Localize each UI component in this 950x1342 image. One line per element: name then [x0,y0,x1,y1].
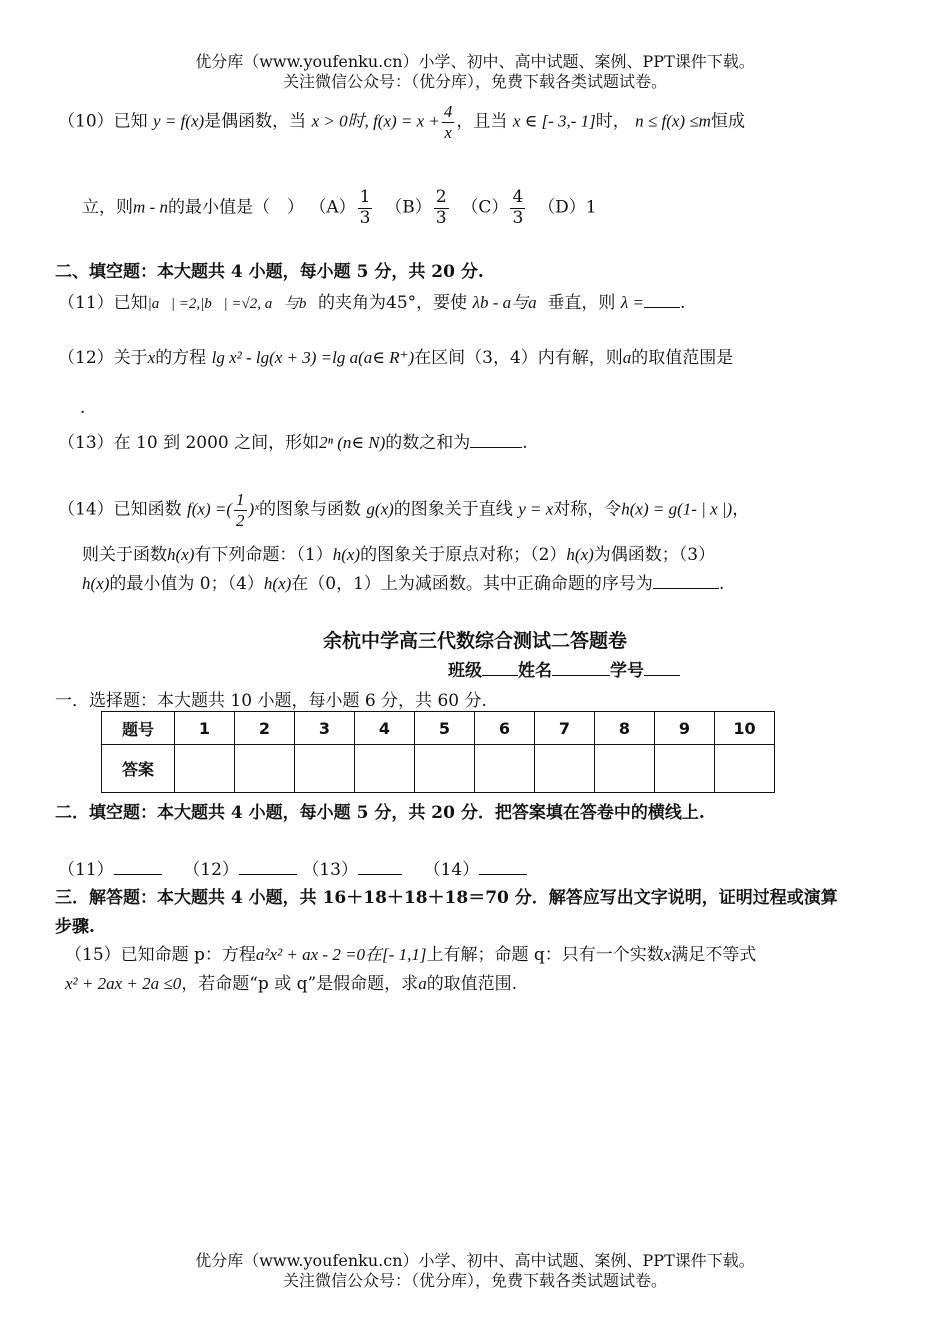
answer-sheet-title: 余杭中学高三代数综合测试二答题卷 [322,630,627,652]
answer-cell-3[interactable] [295,745,355,793]
answer-cell-6[interactable] [475,745,535,793]
section-2-title: 二、填空题：本大题共 4 小题，每小题 5 分，共 20 分. [55,262,484,282]
question-10-line-1: （10）已知 y = f(x)是偶函数，当 x > 0时, f(x) = x + $\frac{4}{x}$ ，且当 x ∈ [- 3,- 1]时， n ≤ f(x) ≤m恒成 [58,102,745,142]
answer-cell-1[interactable] [175,745,235,793]
question-15-line-1: （15）已知命题 p：方程a²x² + ax - 2 =0在[- 1,1]上有解；命题 q：只有一个实数x满足不等式 [65,945,757,965]
answer-table-header-row [102,712,775,745]
table-col-4: 4 [355,712,415,745]
question-14-line-3: h(x)的最小值为 0；（4）h(x)在（0，1）上为减函数。其中正确命题的序号为 . [82,574,725,594]
question-12: （12）关于x的方程 lg x² - lg(x + 3) =lg a(a∈ R⁺)在区间（3，4）内有解，则a的取值范围是 [58,348,734,368]
answer-cell-9[interactable] [655,745,715,793]
table-col-6: 6 [475,712,535,745]
answer-table [101,711,775,793]
header-line-1: 优分库（www.youfenku.cn）小学、初中、高中试题、案例、PPT课件下载。 [195,52,755,71]
question-10-line-2: 立，则m - n的最小值是（ ） （A） $\frac{1}{3}$ （B） $\frac{2}{3}$ （C） $\frac{4}{3}$ （D）1 [82,187,597,228]
table-header-label: 题号 [102,712,175,745]
question-14-line-1: （14）已知函数 f(x) =( $\frac{1}{2}$ )ˣ的图象与函数 g(x)的图象关于直线 y = x对称，令h(x) = g(1- | x |)， [58,490,750,530]
question-15-line-2: x² + 2ax + 2a ≤0，若命题“p 或 q”是假命题，求a的取值范围. [65,974,518,994]
table-col-9: 9 [655,712,715,745]
answer-section-2: 二．填空题：本大题共 4 小题，每小题 5 分，共 20 分．把答案填在答卷中的横线上. [55,803,705,823]
table-col-2: 2 [235,712,295,745]
table-col-3: 3 [295,712,355,745]
question-12-dot: . [80,398,86,418]
answer-cell-5[interactable] [415,745,475,793]
answer-section-3-line-1: 三．解答题：本大题共 4 小题，共 16＋18＋18＋18＝70 分．解答应写出文字说明，证明过程或演算 [55,888,838,908]
answer-table-answer-row [102,745,775,793]
footer-line-1: 优分库（www.youfenku.cn）小学、初中、高中试题、案例、PPT课件下载。 [195,1251,755,1270]
answer-cell-2[interactable] [235,745,295,793]
answer-section-1: 一．选择题：本大题共 10 小题，每小题 6 分，共 60 分. [55,691,487,711]
question-11: （11）已知|a⃗| =2,|b⃗| =√2, a⃗与b⃗的夹角为45°，要使 λb - a与a 垂直，则 λ = . [58,293,686,313]
blank-11[interactable] [114,860,162,875]
answer-cell-8[interactable] [595,745,655,793]
table-row-label: 答案 [102,745,175,793]
student-info-line: 班级 姓名 学号 [448,656,680,681]
table-col-7: 7 [535,712,595,745]
answer-cell-7[interactable] [535,745,595,793]
question-14-line-2: 则关于函数h(x)有下列命题：（1）h(x)的图象关于原点对称；（2）h(x)为偶函数；（3） [82,545,716,565]
answer-cell-10[interactable] [715,745,775,793]
answer-cell-4[interactable] [355,745,415,793]
blank-12[interactable] [239,860,297,875]
footer-line-2: 关注微信公众号：（优分库），免费下载各类试题试卷。 [282,1271,667,1290]
header-line-2: 关注微信公众号：（优分库），免费下载各类试题试卷。 [282,72,667,91]
table-col-5: 5 [415,712,475,745]
fill-blank-line: （11） （12） （13） （14） [58,855,527,880]
table-col-10: 10 [715,712,775,745]
answer-section-3-line-2: 步骤. [55,917,95,937]
table-col-8: 8 [595,712,655,745]
blank-13[interactable] [358,860,402,875]
blank-14[interactable] [479,860,527,875]
table-col-1: 1 [175,712,235,745]
question-13: （13）在 10 到 2000 之间，形如2ⁿ (n∈ N)的数之和为 . [58,433,528,453]
